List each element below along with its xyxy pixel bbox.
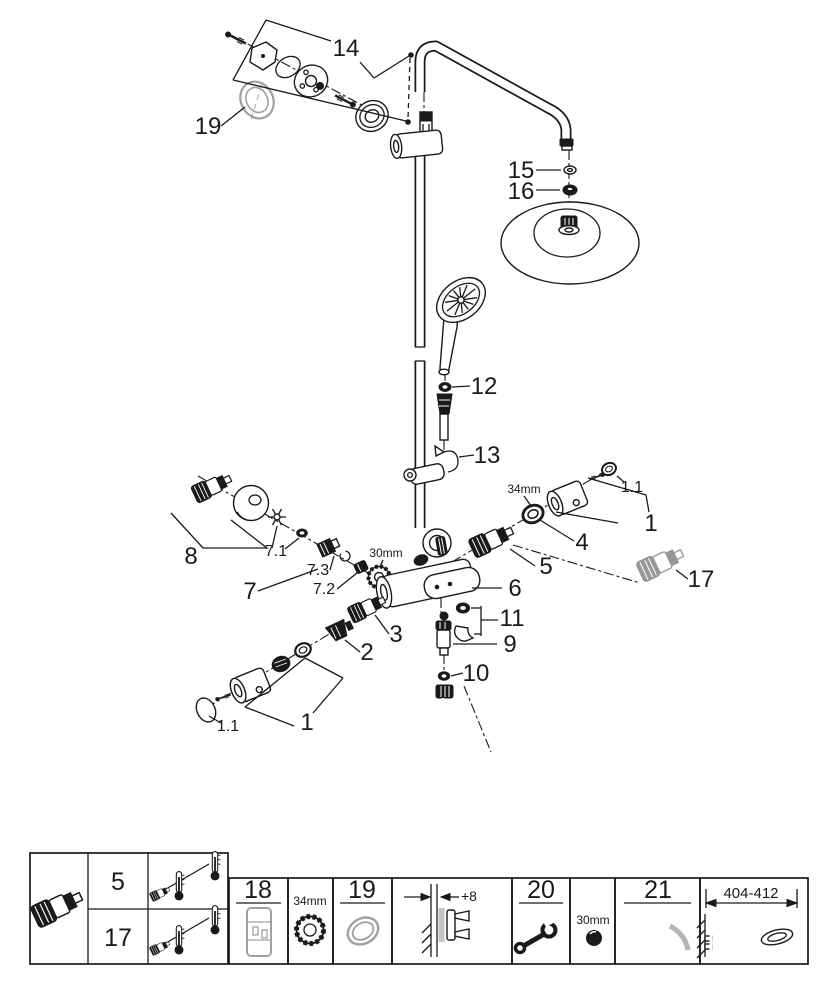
callout-7-1: 7.1 [264, 543, 288, 560]
callout-6: 6 [508, 575, 522, 602]
wall-union [389, 130, 443, 159]
ball-seal-icon [587, 931, 602, 946]
callout-19: 19 [194, 113, 222, 140]
hose-nut-10 [436, 685, 453, 698]
callout-16: 16 [507, 178, 535, 205]
callout-8: 8 [184, 543, 198, 570]
callout-4: 4 [575, 529, 589, 556]
callout-15: 15 [507, 157, 535, 184]
head-seal-16 [563, 185, 577, 195]
callout-7-2: 7.2 [312, 581, 336, 598]
callout-14: 14 [332, 35, 360, 62]
mount-point-dot-top [409, 53, 414, 58]
callout-30mm: 30mm [369, 546, 403, 560]
sleeve-icon [247, 908, 271, 956]
legend-34mm-label: 34mm [293, 894, 327, 908]
legend-30mm-label: 30mm [576, 913, 610, 927]
head-seal-15 [564, 166, 576, 174]
legend-number-18: 18 [244, 876, 272, 904]
dimension-label: 404-412 [723, 885, 779, 902]
callout-7: 7 [243, 578, 257, 605]
legend-number-17: 17 [104, 924, 132, 952]
callout-9: 9 [503, 631, 517, 658]
callout-1-1-left: 1.1 [216, 718, 240, 735]
seal-10 [438, 671, 450, 681]
callout-1-left: 1 [300, 709, 314, 736]
callout-3: 3 [389, 621, 403, 648]
callout-11: 11 [499, 605, 525, 632]
legend-number-21: 21 [644, 876, 672, 904]
callout-10: 10 [462, 660, 490, 687]
callout-13: 13 [473, 442, 501, 469]
legend-number-20: 20 [527, 876, 555, 904]
callout-1-right: 1 [644, 510, 658, 537]
callout-7-3: 7.3 [306, 562, 330, 579]
o-ring-7-1 [296, 529, 308, 538]
callout-12: 12 [470, 373, 498, 400]
legend-number-5: 5 [111, 868, 125, 896]
callout-1-1-right: 1.1 [620, 479, 644, 496]
legend-number-19: 19 [348, 876, 376, 904]
seal-11 [456, 603, 470, 614]
wall-offset-label: +8 [461, 888, 477, 904]
hand-shower-seal-12 [439, 382, 452, 392]
ring-nut-icon [297, 917, 324, 944]
mount-point-dot-bottom [406, 120, 411, 125]
callout-5: 5 [539, 553, 553, 580]
callout-2: 2 [360, 639, 374, 666]
callout-17: 17 [687, 566, 715, 593]
rain-shower-head [501, 202, 639, 284]
callout-34mm: 34mm [507, 482, 541, 496]
